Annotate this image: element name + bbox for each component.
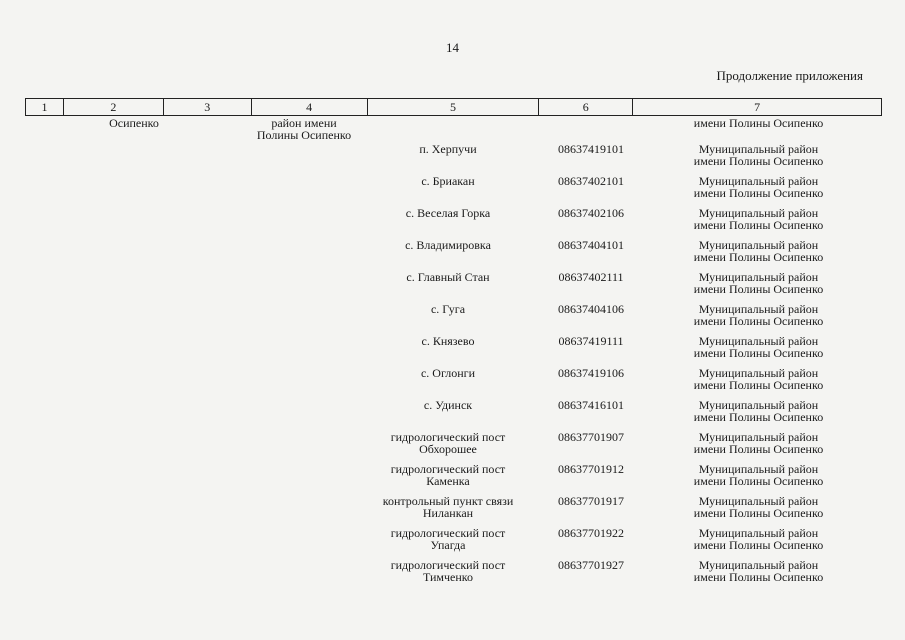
settlement-region xyxy=(635,367,882,391)
settlement-region xyxy=(635,559,882,583)
region-line2: имени Полины Осипенко xyxy=(693,186,824,200)
region-line2: имени Полины Осипенко xyxy=(693,250,824,264)
settlement-code: 08637402111 xyxy=(558,270,624,284)
settlement-name xyxy=(363,143,533,155)
settlement-region xyxy=(635,271,882,295)
settlement-name-line1: контрольный пункт связи xyxy=(382,494,514,508)
region-line1: Муниципальный район xyxy=(698,366,819,380)
settlement-region xyxy=(635,207,882,231)
table-row xyxy=(25,495,882,527)
table-row xyxy=(25,239,882,271)
settlement-code: 08637701917 xyxy=(558,494,624,508)
settlement-code: 08637404106 xyxy=(558,302,624,316)
continued-col4-line1: район имени xyxy=(271,116,337,130)
settlement-region xyxy=(635,303,882,327)
region-line1: Муниципальный район xyxy=(698,238,819,252)
settlement-region xyxy=(635,495,882,519)
table-row xyxy=(25,559,882,591)
settlement-code: 08637701912 xyxy=(558,462,624,476)
settlement-name-line2: Обхорошее xyxy=(419,442,477,456)
region-line1: Муниципальный район xyxy=(698,270,819,284)
settlement-region xyxy=(635,335,882,359)
settlement-region xyxy=(635,143,882,167)
settlement-region xyxy=(635,431,882,455)
region-line2: имени Полины Осипенко xyxy=(693,442,824,456)
column-header-3: 3 xyxy=(163,99,251,116)
table-row xyxy=(25,143,882,175)
region-line1: Муниципальный район xyxy=(698,430,819,444)
settlement-region xyxy=(635,463,882,487)
settlement-code: 08637402101 xyxy=(558,174,624,188)
settlement-region xyxy=(635,175,882,199)
settlement-name xyxy=(363,431,533,455)
continued-col4 xyxy=(240,117,368,141)
region-line2: имени Полины Осипенко xyxy=(693,570,824,584)
settlement-name-line1: с. Князево xyxy=(421,334,475,348)
settlement-name xyxy=(363,335,533,347)
settlement-name xyxy=(363,303,533,315)
settlement-name-line2: Тимченко xyxy=(422,570,474,584)
column-header-4: 4 xyxy=(251,99,367,116)
region-line1: Муниципальный район xyxy=(698,494,819,508)
continued-col2: Осипенко xyxy=(109,116,159,130)
region-line2: имени Полины Осипенко xyxy=(693,218,824,232)
region-line2: имени Полины Осипенко xyxy=(693,346,824,360)
settlement-code: 08637701927 xyxy=(558,558,624,572)
column-header-table xyxy=(25,98,882,116)
settlement-name-line1: с. Гуга xyxy=(430,302,466,316)
column-header-2: 2 xyxy=(63,99,163,116)
region-line2: имени Полины Осипенко xyxy=(693,282,824,296)
settlement-code: 08637419101 xyxy=(558,142,624,156)
column-header-row xyxy=(26,99,882,116)
table-row xyxy=(25,463,882,495)
table-row xyxy=(25,527,882,559)
settlement-name xyxy=(363,527,533,551)
region-line1: Муниципальный район xyxy=(698,334,819,348)
settlement-code: 08637701922 xyxy=(558,526,624,540)
settlement-code: 08637701907 xyxy=(558,430,624,444)
settlement-name xyxy=(363,495,533,519)
continued-col7: имени Полины Осипенко xyxy=(693,116,824,130)
continued-col4-line2: Полины Осипенко xyxy=(256,128,352,142)
settlement-region xyxy=(635,527,882,551)
settlement-region xyxy=(635,239,882,263)
table-row xyxy=(25,271,882,303)
region-line2: имени Полины Осипенко xyxy=(693,538,824,552)
settlement-name-line1: с. Удинск xyxy=(423,398,473,412)
region-line1: Муниципальный район xyxy=(698,398,819,412)
settlement-name-line1: с. Бриакан xyxy=(421,174,475,188)
table-row xyxy=(25,335,882,367)
settlement-code: 08637402106 xyxy=(558,206,624,220)
settlement-rows xyxy=(25,143,882,591)
settlement-name-line1: с. Главный Стан xyxy=(406,270,490,284)
table-row xyxy=(25,303,882,335)
settlement-name-line1: гидрологический пост xyxy=(390,558,506,572)
region-line1: Муниципальный район xyxy=(698,526,819,540)
region-line1: Муниципальный район xyxy=(698,558,819,572)
continuation-label: Продолжение приложения xyxy=(716,68,863,83)
settlement-region xyxy=(635,399,882,423)
region-line1: Муниципальный район xyxy=(698,206,819,220)
table-row xyxy=(25,399,882,431)
table-row xyxy=(25,431,882,463)
table-row xyxy=(25,175,882,207)
settlement-name-line1: п. Херпучи xyxy=(419,142,477,156)
settlement-name-line1: с. Веселая Горка xyxy=(405,206,491,220)
settlement-name-line1: гидрологический пост xyxy=(390,462,506,476)
settlement-name xyxy=(363,399,533,411)
settlement-name xyxy=(363,463,533,487)
settlement-code: 08637416101 xyxy=(558,398,624,412)
column-header-1: 1 xyxy=(26,99,64,116)
table-row xyxy=(25,207,882,239)
region-line1: Муниципальный район xyxy=(698,174,819,188)
settlement-code: 08637419106 xyxy=(558,366,624,380)
table-body xyxy=(25,117,882,591)
region-line2: имени Полины Осипенко xyxy=(693,314,824,328)
settlement-name xyxy=(363,175,533,187)
settlement-code: 08637419111 xyxy=(558,334,624,348)
settlement-name-line1: гидрологический пост xyxy=(390,430,506,444)
table-row xyxy=(25,367,882,399)
settlement-name xyxy=(363,239,533,251)
region-line2: имени Полины Осипенко xyxy=(693,378,824,392)
column-header-5: 5 xyxy=(367,99,539,116)
settlement-name xyxy=(363,271,533,283)
region-line2: имени Полины Осипенко xyxy=(693,506,824,520)
settlement-name-line1: с. Владимировка xyxy=(405,238,491,252)
settlement-name-line1: с. Оглонги xyxy=(420,366,476,380)
region-line1: Муниципальный район xyxy=(698,142,819,156)
column-header-7: 7 xyxy=(633,99,882,116)
settlement-name-line2: Упагда xyxy=(430,538,466,552)
region-line2: имени Полины Осипенко xyxy=(693,154,824,168)
region-line2: имени Полины Осипенко xyxy=(693,410,824,424)
settlement-name-line2: Каменка xyxy=(426,474,470,488)
region-line1: Муниципальный район xyxy=(698,462,819,476)
settlement-name xyxy=(363,559,533,583)
page-number: 14 xyxy=(446,40,459,55)
settlement-name-line2: Ниланкан xyxy=(422,506,474,520)
continued-row xyxy=(25,117,882,143)
settlement-code: 08637404101 xyxy=(558,238,624,252)
settlement-name-line1: гидрологический пост xyxy=(390,526,506,540)
settlement-name xyxy=(363,367,533,379)
column-header-6: 6 xyxy=(539,99,633,116)
region-line1: Муниципальный район xyxy=(698,302,819,316)
region-line2: имени Полины Осипенко xyxy=(693,474,824,488)
settlement-name xyxy=(363,207,533,219)
